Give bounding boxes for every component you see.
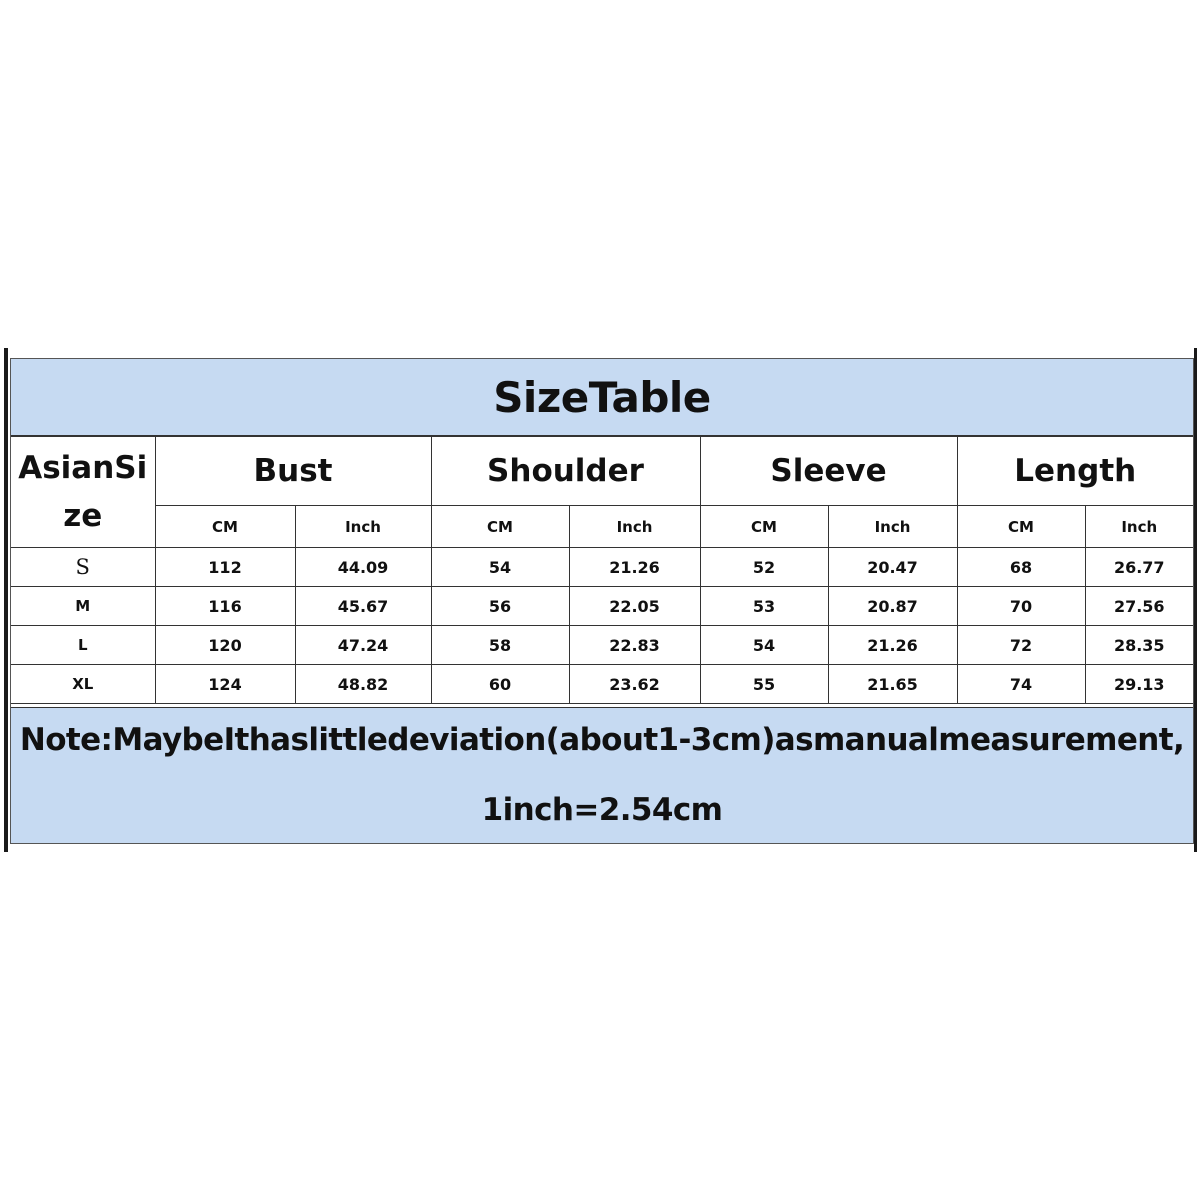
table-cell: 23.62	[569, 665, 700, 704]
table-row	[11, 548, 1193, 587]
table-cell: 124	[155, 665, 295, 704]
size-cell: L	[11, 626, 155, 665]
table-cell: 112	[155, 548, 295, 587]
shoulder-header: Shoulder	[431, 437, 700, 506]
table-cell: 45.67	[295, 587, 431, 626]
table-title: SizeTable	[11, 359, 1193, 436]
table-cell: 54	[700, 626, 828, 665]
size-table-sheet	[10, 358, 1194, 844]
table-cell: 120	[155, 626, 295, 665]
table-cell: 48.82	[295, 665, 431, 704]
table-cell: 54	[431, 548, 569, 587]
table-cell: 116	[155, 587, 295, 626]
table-cell: 21.26	[569, 548, 700, 587]
group-header-row	[11, 437, 1193, 506]
table-cell: 56	[431, 587, 569, 626]
table-row	[11, 587, 1193, 626]
unit-header: CM	[155, 506, 295, 548]
table-cell: 74	[957, 665, 1085, 704]
size-cell: M	[11, 587, 155, 626]
unit-header: CM	[957, 506, 1085, 548]
table-cell: 21.26	[828, 626, 957, 665]
table-row	[11, 626, 1193, 665]
table-cell: 52	[700, 548, 828, 587]
table-cell: 28.35	[1085, 626, 1193, 665]
table-cell: 20.47	[828, 548, 957, 587]
table-cell: 29.13	[1085, 665, 1193, 704]
asian-size-header: AsianSize	[11, 437, 155, 548]
bust-header: Bust	[155, 437, 431, 506]
table-cell: 26.77	[1085, 548, 1193, 587]
table-cell: 55	[700, 665, 828, 704]
table-cell: 47.24	[295, 626, 431, 665]
table-cell: 60	[431, 665, 569, 704]
unit-header: CM	[700, 506, 828, 548]
measurement-note	[11, 707, 1193, 843]
unit-header: Inch	[1085, 506, 1193, 548]
note-line-1: Note:MaybeIthaslittledeviation(about1-3cm)asmanualmeasurement,	[19, 722, 1185, 758]
table-cell: 58	[431, 626, 569, 665]
table-cell: 22.05	[569, 587, 700, 626]
table-cell: 44.09	[295, 548, 431, 587]
note-line-2: 1inch=2.54cm	[481, 792, 723, 828]
sleeve-header: Sleeve	[700, 437, 957, 506]
table-cell: 22.83	[569, 626, 700, 665]
unit-header-row	[11, 506, 1193, 548]
table-cell: 72	[957, 626, 1085, 665]
unit-header: Inch	[569, 506, 700, 548]
length-header: Length	[957, 437, 1193, 506]
table-cell: 68	[957, 548, 1085, 587]
table-cell: 53	[700, 587, 828, 626]
unit-header: CM	[431, 506, 569, 548]
table-row	[11, 665, 1193, 704]
table-cell: 21.65	[828, 665, 957, 704]
size-cell: XL	[11, 665, 155, 704]
table-cell: 27.56	[1085, 587, 1193, 626]
unit-header: Inch	[295, 506, 431, 548]
table-cell: 20.87	[828, 587, 957, 626]
unit-header: Inch	[828, 506, 957, 548]
table-cell: 70	[957, 587, 1085, 626]
size-table	[11, 436, 1193, 704]
size-cell: S	[11, 548, 155, 587]
